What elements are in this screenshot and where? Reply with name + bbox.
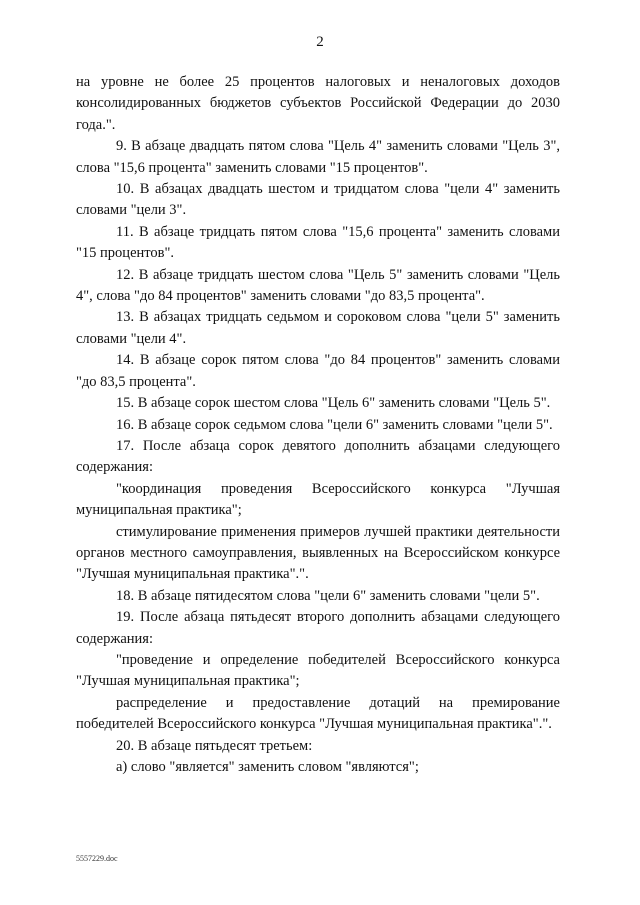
paragraph: 18. В абзаце пятидесятом слова "цели 6" заменить словами "цели 5".	[116, 587, 540, 604]
paragraph: стимулирование применения примеров лучшей практики деятельности органов местного самоуправления, выявленных на Всероссийском конкурсе "Лучшая муниципальная практика".".	[76, 523, 560, 583]
paragraph: 9. В абзаце двадцать пятом слова "Цель 4" заменить словами "Цель 3", слова "15,6 процента" заменить словами "15 процентов".	[76, 138, 560, 176]
paragraph: 16. В абзаце сорок седьмом слова "цели 6" заменить словами "цели 5".	[116, 416, 553, 433]
paragraph: 19. После абзаца пятьдесят второго дополнить абзацами следующего содержания:	[76, 609, 560, 647]
paragraph: 11. В абзаце тридцать пятом слова "15,6 процента" заменить словами "15 процентов".	[76, 223, 560, 262]
paragraph: 20. В абзаце пятьдесят третьем:	[116, 737, 313, 754]
document-body	[76, 72, 560, 778]
paragraph: на уровне не более 25 процентов налоговых и неналоговых доходов консолидированных бюджетов субъектов Российской Федерации до 2030 года.".	[76, 74, 560, 133]
paragraph: 14. В абзаце сорок пятом слова "до 84 процентов" заменить словами "до 83,5 процента".	[76, 352, 560, 390]
paragraph: "координация проведения Всероссийского конкурса "Лучшая муниципальная практика";	[76, 480, 560, 519]
paragraph: 10. В абзацах двадцать шестом и тридцатом слова "цели 4" заменить словами "цели 3".	[76, 181, 560, 219]
paragraph: 17. После абзаца сорок девятого дополнить абзацами следующего содержания:	[76, 437, 560, 476]
paragraph: 15. В абзаце сорок шестом слова "Цель 6" заменить словами "Цель 5".	[116, 395, 551, 412]
paragraph: "проведение и определение победителей Всероссийского конкурса "Лучшая муниципальная практика";	[76, 651, 560, 690]
file-name-footer: 5557229.doc	[76, 854, 118, 863]
paragraph: 13. В абзацах тридцать седьмом и сороковом слова "цели 5" заменить словами "цели 4".	[76, 309, 560, 347]
paragraph: а) слово "является" заменить словом "являются";	[116, 759, 419, 775]
paragraph: 12. В абзаце тридцать шестом слова "Цель 5" заменить словами "Цель 4", слова "до 84 процентов" заменить словами "до 83,5 процента".	[76, 266, 560, 305]
page-number: 2	[316, 34, 324, 50]
paragraph: распределение и предоставление дотаций на премирование победителей Всероссийского конкурса "Лучшая муниципальная практика".".	[76, 694, 560, 733]
